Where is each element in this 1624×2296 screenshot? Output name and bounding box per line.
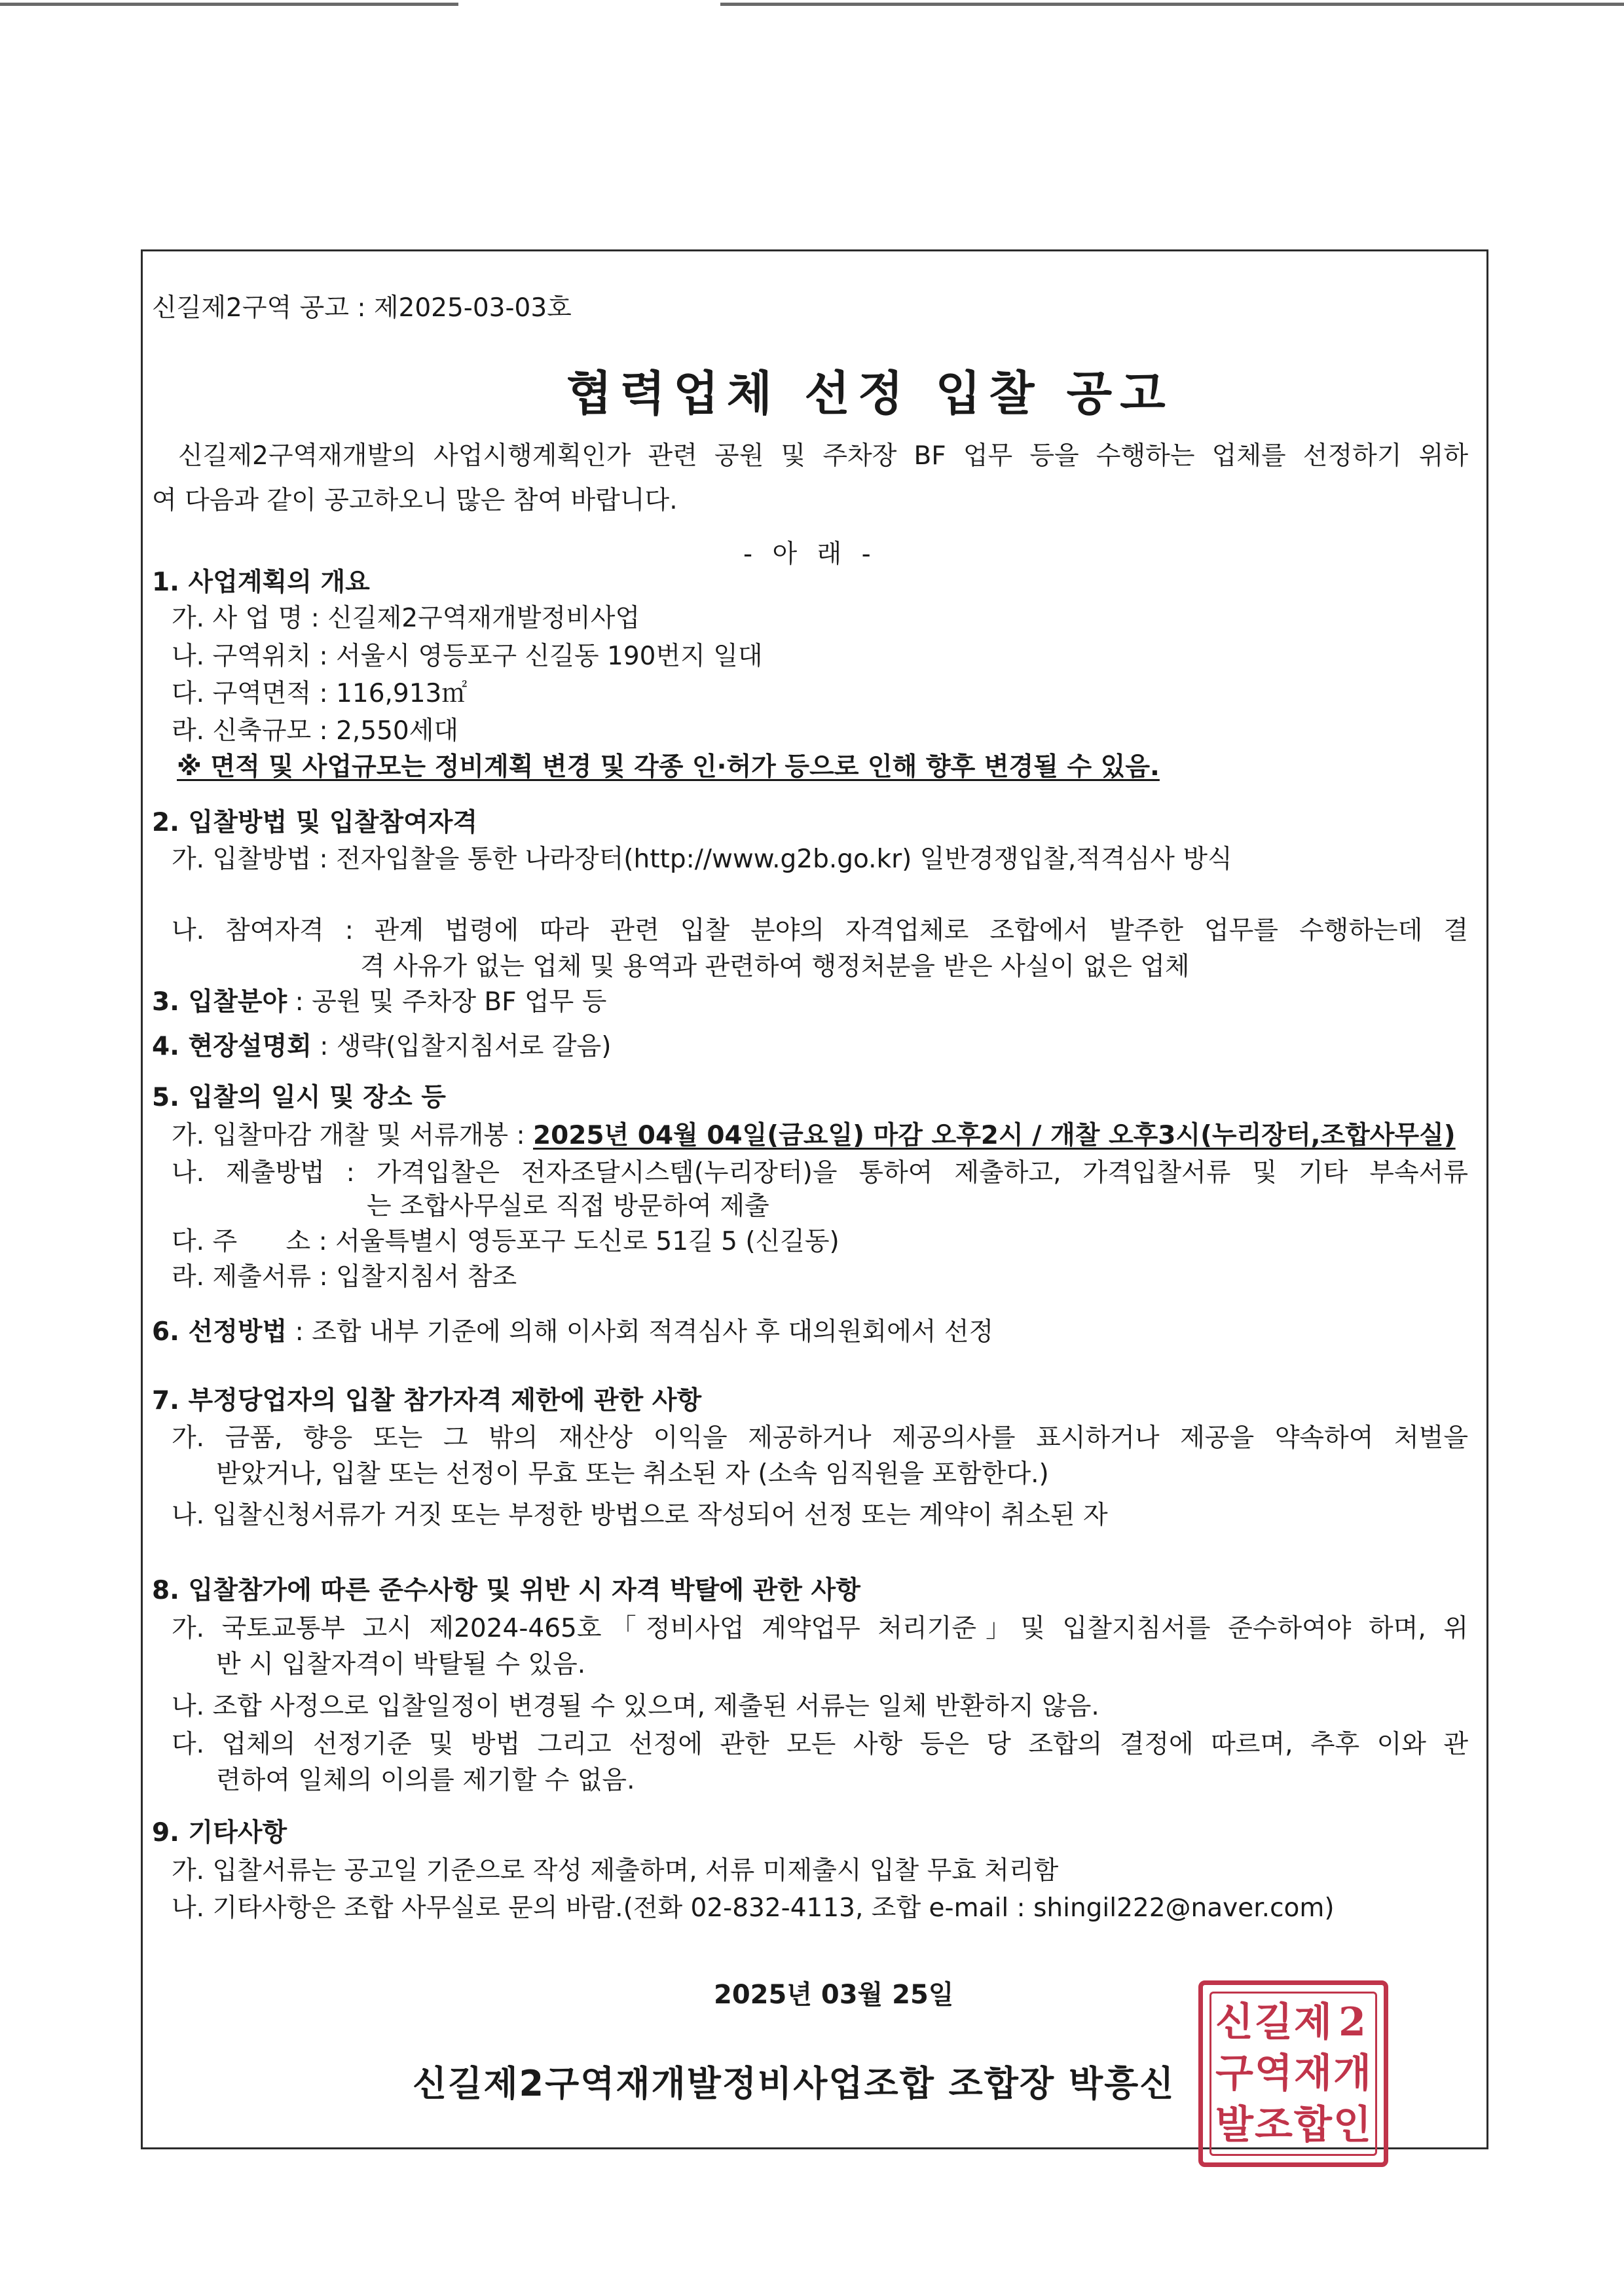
intro-line-1: 신길제2구역재개발의 사업시행계획인가 관련 공원 및 주차장 BF 업무 등을 수행하는 업체를 선정하기 위하 <box>178 441 1468 471</box>
section-9-heading: 9. 기타사항 <box>152 1818 287 1848</box>
s8-item-a-line-2: 반 시 입찰자격이 박탈될 수 있음. <box>216 1650 586 1679</box>
section-6-line <box>152 1316 993 1349</box>
seal-character: 발 <box>1215 2102 1253 2148</box>
section-1-heading: 1. 사업계획의 개요 <box>152 568 370 597</box>
seal-character: 합 <box>1294 2102 1332 2148</box>
seal-character: 역 <box>1255 2050 1293 2097</box>
s5-item-b-line-1: 나. 제출방법 : 가격입찰은 전자조달시스템(누리장터)을 통하여 제출하고, 가격입찰서류 및 기타 부속서류 <box>172 1158 1468 1188</box>
s1-item-a: 가. 사 업 명 : 신길제2구역재개발정비사업 <box>172 604 640 633</box>
s2-item-b-line-1: 나. 참여자격 : 관계 법령에 따라 관련 입찰 분야의 자격업체로 조합에서 발주한 업무를 수행하는데 결 <box>172 916 1468 945</box>
document-title: 협력업체 선정 입찰 공고 <box>566 366 1173 421</box>
s1-item-c: 다. 구역면적 : 116,913㎡ <box>172 679 468 708</box>
notice-date: 2025년 03월 25일 <box>714 1980 954 2010</box>
section-7-heading: 7. 부정당업자의 입찰 참가자격 제한에 관한 사항 <box>152 1386 702 1415</box>
seal-character: 개 <box>1333 2050 1371 2097</box>
seal-character: 조 <box>1255 2102 1293 2148</box>
s2-item-a: 가. 입찰방법 : 전자입찰을 통한 나라장터(http://www.g2b.go.kr) 일반경쟁입찰,적격심사 방식 <box>172 845 1232 874</box>
s2-item-b-line-2: 격 사유가 없는 업체 및 용역과 관련하여 행정처분을 받은 사실이 없은 업체 <box>360 952 1190 981</box>
official-seal-stamp <box>1198 1980 1388 2167</box>
section-3-value: : 공원 및 주차장 BF 업무 등 <box>287 987 607 1017</box>
section-6-label: 6. 선정방법 <box>152 1317 287 1347</box>
section-4-label: 4. 현장설명회 <box>152 1032 312 1061</box>
separator-text: - 아 래 - <box>743 539 871 569</box>
seal-character: 재 <box>1294 2050 1332 2097</box>
seal-character: 길 <box>1255 1999 1293 2045</box>
intro-line-2: 여 다음과 같이 공고하오니 많은 참여 바랍니다. <box>152 486 678 515</box>
s8-item-c-line-2: 련하여 일체의 이의를 제기할 수 없음. <box>216 1766 635 1795</box>
s5-item-a-value: 2025년 04월 04일(금요일) 마감 오후2시 / 개찰 오후3시(누리장터,조합사무실) <box>533 1121 1456 1150</box>
s8-item-b: 나. 조합 사정으로 입찰일정이 변경될 수 있으며, 제출된 서류는 일체 반환하지 않음. <box>172 1692 1099 1721</box>
section-4-value: : 생략(입찰지침서로 갈음) <box>311 1032 612 1061</box>
issuer-signature: 신길제2구역재개발정비사업조합 조합장 박흥신 <box>413 2063 1175 2104</box>
s5-item-b-line-2: 는 조합사무실로 직접 방문하여 제출 <box>367 1192 769 1221</box>
seal-character: 신 <box>1215 1999 1253 2045</box>
notice-number: 신길제2구역 공고 : 제2025-03-03호 <box>152 293 572 323</box>
s9-item-a: 가. 입찰서류는 공고일 기준으로 작성 제출하며, 서류 미제출시 입찰 무효 처리함 <box>172 1856 1059 1886</box>
s9-item-b: 나. 기타사항은 조합 사무실로 문의 바람.(전화 02-832-4113, 조합 e-mail : shingil222@naver.com) <box>172 1893 1335 1923</box>
s8-item-a-line-1: 가. 국토교통부 고시 제2024-465호「정비사업 계약업무 처리기준」및 입찰지침서를 준수하여야 하며, 위 <box>172 1614 1468 1643</box>
seal-character: 구 <box>1215 2050 1253 2097</box>
s5-item-a-label: 가. 입찰마감 개찰 및 서류개봉 : <box>172 1121 534 1150</box>
section-5-heading: 5. 입찰의 일시 및 장소 등 <box>152 1083 446 1112</box>
section-2-heading: 2. 입찰방법 및 입찰참여자격 <box>152 808 478 837</box>
s1-item-b: 나. 구역위치 : 서울시 영등포구 신길동 190번지 일대 <box>172 642 763 671</box>
s1-note: ※ 면적 및 사업규모는 정비계획 변경 및 각종 인·허가 등으로 인해 향후 변경될 수 있음. <box>177 752 1160 782</box>
seal-character: 제 <box>1294 1999 1332 2045</box>
scan-artifact-line <box>0 0 1624 10</box>
s5-item-c: 다. 주 소 : 서울특별시 영등포구 도신로 51길 5 (신길동) <box>172 1227 840 1256</box>
s7-item-b: 나. 입찰신청서류가 거짓 또는 부정한 방법으로 작성되어 선정 또는 계약이 취소된 자 <box>172 1501 1108 1530</box>
seal-character: 2 <box>1338 1999 1366 2045</box>
section-6-value: : 조합 내부 기준에 의해 이사회 적격심사 후 대의원회에서 선정 <box>287 1317 994 1347</box>
s1-item-d: 라. 신축규모 : 2,550세대 <box>172 716 459 746</box>
section-3-label: 3. 입찰분야 <box>152 987 287 1017</box>
s5-item-a <box>172 1120 1456 1152</box>
seal-character: 인 <box>1333 2102 1371 2148</box>
section-3-line <box>152 986 606 1019</box>
section-4-line <box>152 1030 611 1063</box>
s7-item-a-line-1: 가. 금품, 향응 또는 그 밖의 재산상 이익을 제공하거나 제공의사를 표시하거나 제공을 약속하여 처벌을 <box>172 1423 1468 1453</box>
s5-item-d: 라. 제출서류 : 입찰지침서 참조 <box>172 1262 517 1292</box>
section-8-heading: 8. 입찰참가에 따른 준수사항 및 위반 시 자격 박탈에 관한 사항 <box>152 1576 860 1605</box>
s7-item-a-line-2: 받았거나, 입찰 또는 선정이 무효 또는 취소된 자 (소속 임직원을 포함한다.) <box>216 1459 1049 1489</box>
s8-item-c-line-1: 다. 업체의 선정기준 및 방법 그리고 선정에 관한 모든 사항 등은 당 조합의 결정에 따르며, 추후 이와 관 <box>172 1730 1468 1759</box>
